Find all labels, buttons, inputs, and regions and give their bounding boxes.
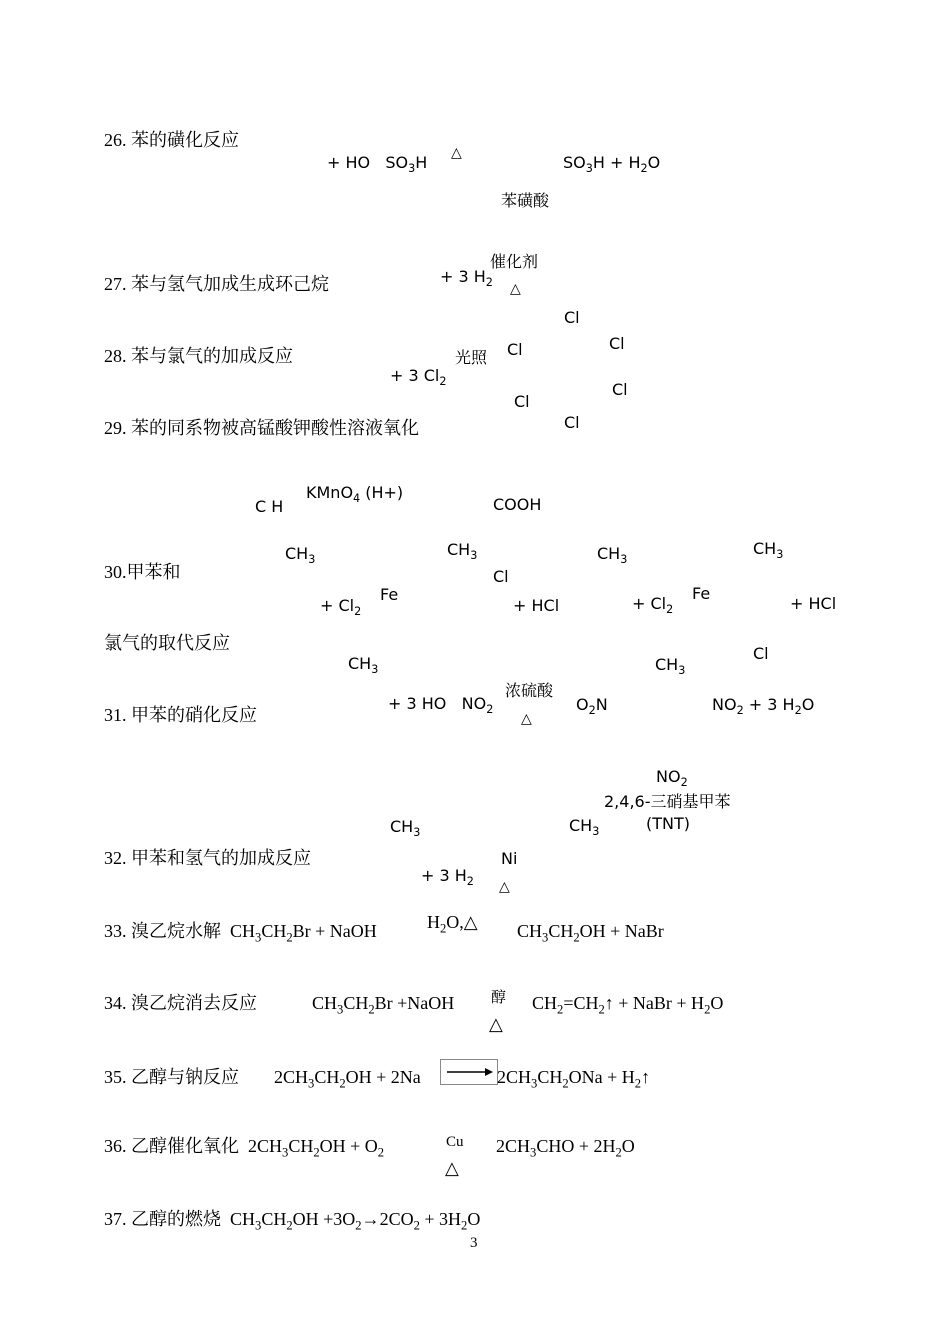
hcl-product: + HCl	[790, 594, 837, 613]
heat-symbol: △	[451, 145, 462, 161]
item-31-label: 31. 甲苯的硝化反应	[104, 705, 257, 725]
item-31-catalyst: 浓硫酸	[505, 681, 554, 700]
cl-label: Cl	[564, 308, 580, 327]
item-29-label: 29. 苯的同系物被高锰酸钾酸性溶液氧化	[104, 418, 419, 438]
item-28-label: 28. 苯与氯气的加成反应	[104, 346, 293, 366]
item-36-catalyst: Cu	[446, 1134, 464, 1150]
heat-symbol: △	[521, 711, 532, 727]
ch3-label: $CH_3$	[390, 817, 421, 839]
item-34-reactant: $CH_3CH_2Br$ +NaOH	[312, 993, 455, 1017]
item-33-condition: $H_2O,\triangle$	[427, 912, 478, 936]
item-33-label: 33. 溴乙烷水解 $CH_3CH_2Br$ + NaOH	[104, 921, 377, 945]
item-37-label: 37. 乙醇的燃烧 $CH_3CH_2OH +3O_2\to 2CO_2 + 3H_2O$	[104, 1209, 481, 1233]
no2-group: $NO_2$	[656, 767, 688, 789]
ch3-label: $CH_3$	[753, 539, 784, 561]
fe-catalyst: Fe	[380, 585, 399, 604]
item-31-reagent: + 3 HO $NO_2$	[388, 694, 494, 716]
cl-label: Cl	[564, 413, 580, 432]
item-31-name: 2,4,6-三硝基甲苯	[604, 792, 731, 811]
item-36-product: $2CH_3CHO + 2H_2O$	[496, 1136, 635, 1160]
item-34-product: $CH_2=CH_2↑$ + NaBr + $H_2O$	[532, 993, 724, 1017]
ch3-label: $CH_3$	[569, 816, 600, 838]
item-32-reagent: + 3 $H_2$	[421, 866, 474, 888]
heat-symbol: △	[510, 281, 521, 297]
item-28-condition: 光照	[455, 348, 488, 367]
item-31-product: $NO_2 + 3$ $H_2O$	[712, 695, 815, 717]
item-29-ch: C H	[255, 497, 284, 516]
ch3-label: $CH_3$	[597, 544, 628, 566]
heat-symbol: △	[499, 879, 510, 895]
ch3-label: $CH_3$	[447, 540, 478, 562]
item-30-label-cont: 氯气的取代反应	[104, 633, 230, 653]
item-26-reactant: + HO $SO_3H$	[327, 153, 428, 175]
cl-label: Cl	[507, 340, 523, 359]
item-35-label: 35. 乙醇与钠反应	[104, 1067, 239, 1087]
cl-label: Cl	[493, 567, 509, 586]
item-28-reagent: + 3 $Cl_2$	[390, 366, 447, 388]
heat-symbol: △	[489, 1014, 503, 1034]
item-34-label: 34. 溴乙烷消去反应	[104, 993, 257, 1013]
cl2-reagent: + $Cl_2$	[320, 596, 362, 618]
item-34-condition: 醇	[491, 990, 507, 1006]
reaction-arrow-box	[440, 1059, 498, 1085]
item-33-product: $CH_3CH_2OH$ + NaBr	[517, 921, 664, 945]
item-31-abbr: (TNT)	[646, 814, 690, 833]
item-35-product: $2CH_3CH_2ONa$ + $H_2↑$	[497, 1067, 651, 1091]
item-26-name: 苯磺酸	[501, 191, 550, 210]
cl2-reagent: + $Cl_2$	[632, 594, 674, 616]
item-26-label: 26. 苯的磺化反应	[104, 130, 239, 150]
fe-catalyst: Fe	[692, 584, 711, 603]
cl-label: Cl	[609, 334, 625, 353]
item-35-reactant: $2CH_3CH_2OH + 2Na$	[274, 1067, 421, 1091]
o2n-group: $O_2N$	[576, 695, 608, 717]
heat-symbol: △	[445, 1158, 459, 1178]
cl-label: Cl	[612, 380, 628, 399]
item-29-oxidant: KMnO$_4$ (H+)	[306, 483, 404, 505]
item-32-label: 32. 甲苯和氢气的加成反应	[104, 848, 311, 868]
item-30-label: 30.甲苯和	[104, 562, 181, 582]
item-29-product: COOH	[493, 495, 542, 514]
item-32-catalyst: Ni	[501, 849, 518, 868]
ch3-label: $CH_3$	[285, 544, 316, 566]
right-arrow-icon	[445, 1066, 493, 1078]
page-number: 3	[470, 1235, 478, 1251]
cl-label: Cl	[514, 392, 530, 411]
item-26-product: $SO_3H + H_2O$	[563, 153, 661, 175]
ch3-label: $CH_3$	[655, 655, 686, 677]
item-27-label: 27. 苯与氢气加成生成环己烷	[104, 274, 329, 294]
item-36-label: 36. 乙醇催化氧化 $2CH_3CH_2OH + O_2$	[104, 1136, 385, 1160]
item-27-reagent: + 3 $H_2$	[440, 267, 493, 289]
cl-label: Cl	[753, 644, 769, 663]
item-27-catalyst: 催化剂	[490, 252, 539, 271]
hcl-product: + HCl	[513, 596, 560, 615]
ch3-label: $CH_3$	[348, 654, 379, 676]
